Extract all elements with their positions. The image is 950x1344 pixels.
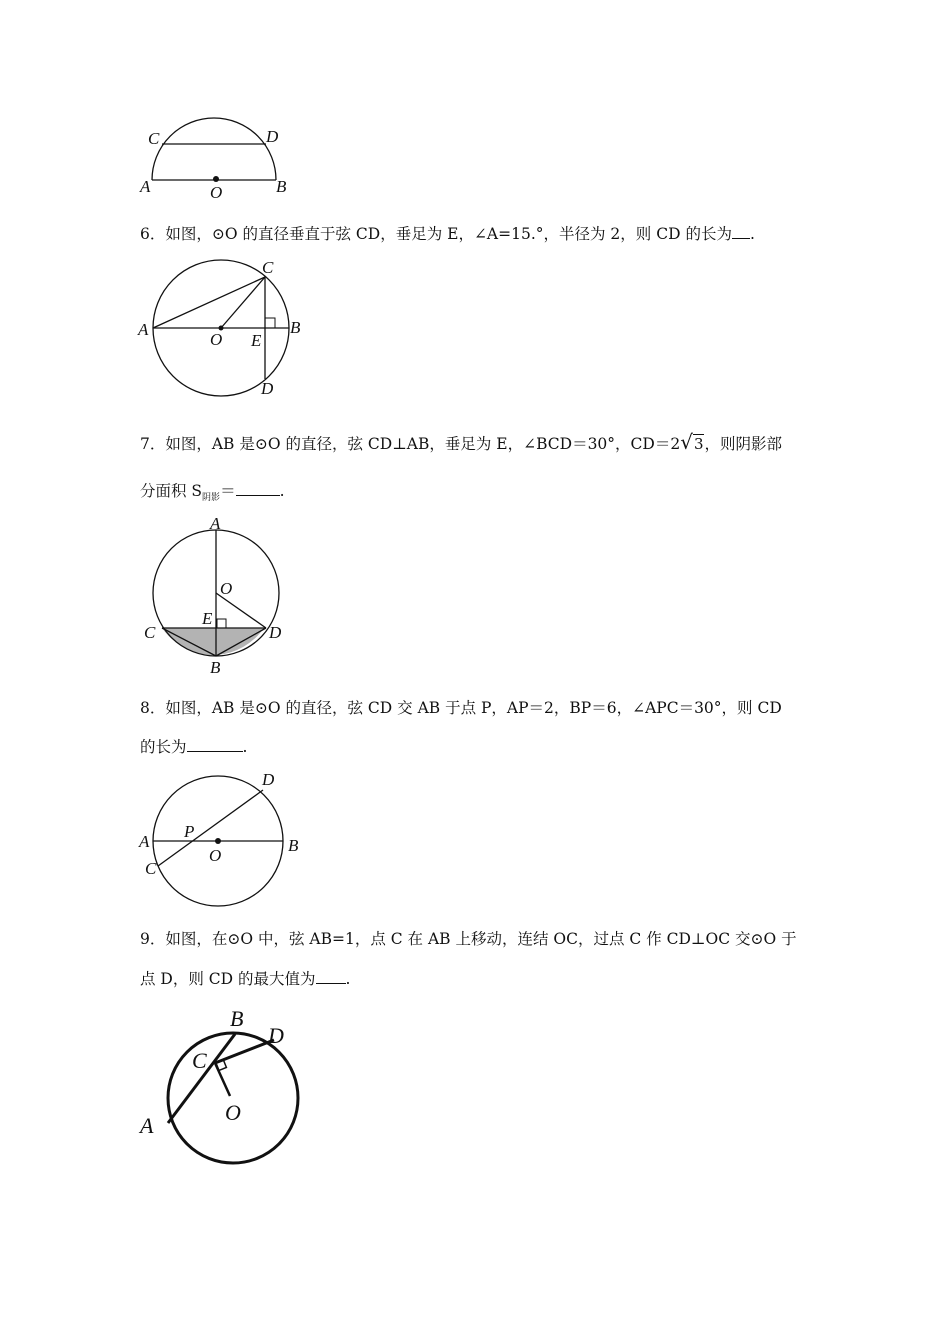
figure-8-circle [138, 770, 313, 915]
label-o: O [225, 1100, 241, 1125]
question-8-text: 8．如图，AB 是⊙O 的直径，弦 CD 交 AB 于点 P，AP＝2，BP＝6，∠APC＝30°，则 CD [140, 699, 782, 717]
right-angle-mark [265, 318, 275, 328]
answer-blank [732, 226, 750, 239]
question-7-text: 7．如图，AB 是⊙O 的直径，弦 CD⊥AB，垂足为 E，∠BCD＝30°，CD＝2 [140, 435, 681, 453]
label-p: P [184, 822, 195, 841]
question-8-end: . [242, 738, 248, 756]
label-d: D [262, 770, 275, 789]
sqrt-radicand: 3 [693, 435, 704, 453]
question-7-line-1 [140, 432, 782, 453]
label-a: A [210, 514, 221, 533]
label-e: E [251, 331, 262, 350]
label-c: C [144, 623, 156, 642]
question-6-end: . [749, 225, 755, 243]
label-o: O [210, 183, 223, 202]
label-b: B [288, 836, 299, 855]
question-9-text: 9．如图，在⊙O 中，弦 AB=1，点 C 在 AB 上移动，连结 OC，过点 C 作 CD⊥OC 交⊙O 于 [140, 930, 797, 948]
label-d: D [266, 127, 279, 146]
label-b: B [290, 318, 301, 337]
question-6 [140, 226, 755, 243]
label-e: E [202, 609, 213, 628]
figure-7-shaded-circle [140, 515, 300, 675]
question-7-area-label: 分面积 S [140, 482, 203, 500]
label-d: D [261, 379, 274, 398]
label-d: D [269, 623, 282, 642]
segment-ac [153, 277, 265, 328]
segment-od [216, 593, 266, 628]
right-angle-mark [217, 619, 226, 628]
semicircle-arc [152, 118, 276, 180]
right-angle-mark [216, 1060, 226, 1070]
label-o: O [209, 846, 222, 865]
question-7-end: . [279, 482, 285, 500]
question-8-text-cont: 的长为 [140, 738, 187, 756]
label-c: C [192, 1048, 207, 1073]
label-o: O [220, 579, 233, 598]
label-c: C [148, 129, 160, 148]
answer-blank [187, 739, 243, 752]
figure-6-circle [138, 257, 313, 402]
question-9-line-2 [140, 971, 350, 988]
label-c: C [145, 859, 157, 878]
question-8-line-2 [140, 739, 247, 756]
question-8-line-1 [140, 701, 782, 717]
figure-5-semicircle [138, 110, 298, 205]
label-o: O [210, 330, 223, 349]
label-b: B [276, 177, 287, 196]
answer-blank [316, 971, 346, 984]
question-7-subscript: 阴影 [202, 493, 221, 504]
question-9-end: . [345, 970, 351, 988]
label-d: D [268, 1023, 284, 1048]
center-point [215, 838, 221, 844]
label-b: B [230, 1006, 244, 1031]
question-9-line-1 [140, 932, 797, 948]
question-7-text-cont: ，则阴影部 [704, 435, 782, 453]
question-9-text-cont: 点 D，则 CD 的最大值为 [140, 970, 316, 988]
center-point [213, 176, 219, 182]
segment-oc [221, 277, 265, 328]
question-6-text: 6．如图，⊙O 的直径垂直于弦 CD，垂足为 E，∠A=15.°，半径为 2，则 CD 的长为 [140, 225, 732, 243]
label-a: A [138, 320, 149, 339]
sqrt-expression: √3 [680, 430, 704, 454]
answer-blank [236, 483, 280, 496]
figure-9-circle [138, 1003, 313, 1178]
label-a: A [140, 177, 151, 196]
question-7-line-2 [140, 483, 285, 503]
label-a: A [140, 1113, 154, 1138]
label-c: C [262, 258, 274, 277]
label-b: B [210, 658, 221, 677]
question-7-equals: ＝ [220, 482, 236, 500]
label-a: A [139, 832, 150, 851]
